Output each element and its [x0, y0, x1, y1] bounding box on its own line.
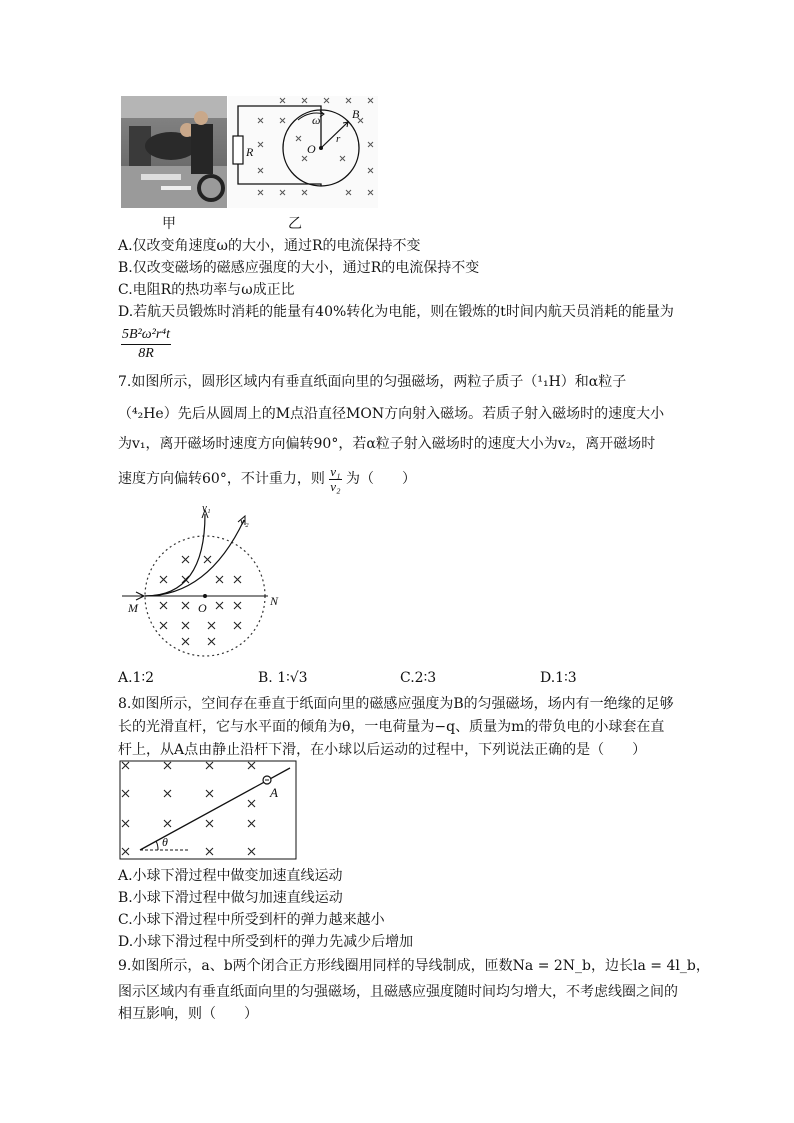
label-v2: v₂: [240, 516, 249, 528]
q7-option-c: C.2∶3: [400, 670, 437, 686]
formula-denominator: 8R: [138, 346, 154, 361]
inclined-rod-diagram: [118, 760, 298, 862]
figure-caption-jia: 甲: [162, 216, 176, 232]
q8-inclined-rod-figure: [118, 760, 298, 862]
resistor: [233, 136, 243, 164]
q9-stem-line2: 图示区域内有垂直纸面向里的匀强磁场，且磁感应强度随时间均匀增大，不考虑线圈之间的: [118, 984, 678, 1000]
label-N: N: [270, 594, 279, 608]
q9-stem-line3: 相互影响，则（ ）: [118, 1006, 258, 1022]
q8-option-d: D.小球下滑过程中所受到杆的弹力先减少后增加: [118, 934, 414, 950]
q6-answer-formula: [121, 326, 171, 363]
label-v1: v₁: [202, 502, 211, 514]
circular-field-diagram: [118, 502, 288, 662]
q7-circular-field-figure: [118, 502, 288, 662]
q7-stem-line3: 为v₁，离开磁场时速度方向偏转90°，若α粒子射入磁场时的速度大小为v₂，离开磁场时: [118, 436, 656, 452]
q8-option-a: A.小球下滑过程中做变加速直线运动: [118, 868, 343, 884]
circuit-figure-yi: [228, 96, 378, 208]
q7-option-a: A.1∶2: [118, 670, 155, 686]
q7-option-d: D.1∶3: [540, 670, 577, 686]
label-M: M: [128, 601, 138, 615]
field-crosses: [122, 762, 255, 855]
label-r: r: [336, 133, 341, 145]
label-A: A: [270, 785, 278, 800]
q8-option-c: C.小球下滑过程中所受到杆的弹力越来越小: [118, 912, 385, 928]
label-O: O: [307, 142, 316, 156]
label-R: R: [246, 145, 254, 159]
label-O: O: [198, 601, 207, 615]
q7-stem-line1: 7.如图所示，圆形区域内有垂直纸面向里的匀强磁场，两粒子质子（¹₁H）和α粒子: [118, 374, 627, 390]
rotating-disk-circuit-diagram: [228, 96, 378, 208]
label-omega: ω: [312, 113, 321, 127]
q7-stem-line4-pre: 速度方向偏转60°，不计重力，则: [118, 471, 325, 487]
q6-option-c: C.电阻R的热功率与ω成正比: [118, 282, 295, 298]
q8-stem-line2: 长的光滑直杆，它与水平面的倾角为θ，一电荷量为−q、质量为m的带负电的小球套在直: [118, 719, 665, 735]
q6-option-b: B.仅改变磁场的磁感应强度的大小，通过R的电流保持不变: [118, 260, 480, 276]
formula-numerator: 5B²ω²r⁴t: [121, 326, 171, 345]
q7-stem-line4-post: 为（ ）: [346, 471, 417, 487]
q7-stem-line2: （⁴₂He）先后从圆周上的M点沿直径MON方向射入磁场。若质子射入磁场时的速度大小: [118, 406, 665, 422]
alpha-trajectory: [145, 520, 244, 596]
q7-stem-line4: [118, 462, 416, 496]
label-theta: θ: [162, 835, 168, 849]
proton-trajectory: [145, 514, 205, 596]
label-B: B: [352, 107, 360, 121]
q6-option-a: A.仅改变角速度ω的大小，通过R的电流保持不变: [118, 238, 421, 254]
figure-caption-yi: 乙: [288, 216, 302, 232]
photo-figure-jia: [121, 96, 227, 208]
q8-option-b: B.小球下滑过程中做匀加速直线运动: [118, 890, 343, 906]
q8-stem-line1: 8.如图所示，空间存在垂直于纸面向里的磁感应强度为B的匀强磁场，场内有一绝缘的足够: [118, 696, 674, 712]
q7-option-b: B. 1∶√3: [258, 670, 308, 686]
astronaut-photo: [121, 96, 227, 208]
q6-option-d: D.若航天员锻炼时消耗的能量有40%转化为电能，则在锻炼的t时间内航天员消耗的能量为: [118, 304, 674, 320]
q8-stem-line3: 杆上，从A点由静止沿杆下滑，在小球以后运动的过程中，下列说法正确的是（ ）: [118, 742, 647, 758]
q9-stem-line1: 9.如图所示，a、b两个闭合正方形线圈用同样的导线制成，匝数Na = 2N_b，边长la = 4l_b，: [118, 958, 710, 974]
v1-over-v2-fraction: $\frac{\text{v₁}}{\text{v₂}}$: [330, 463, 341, 494]
